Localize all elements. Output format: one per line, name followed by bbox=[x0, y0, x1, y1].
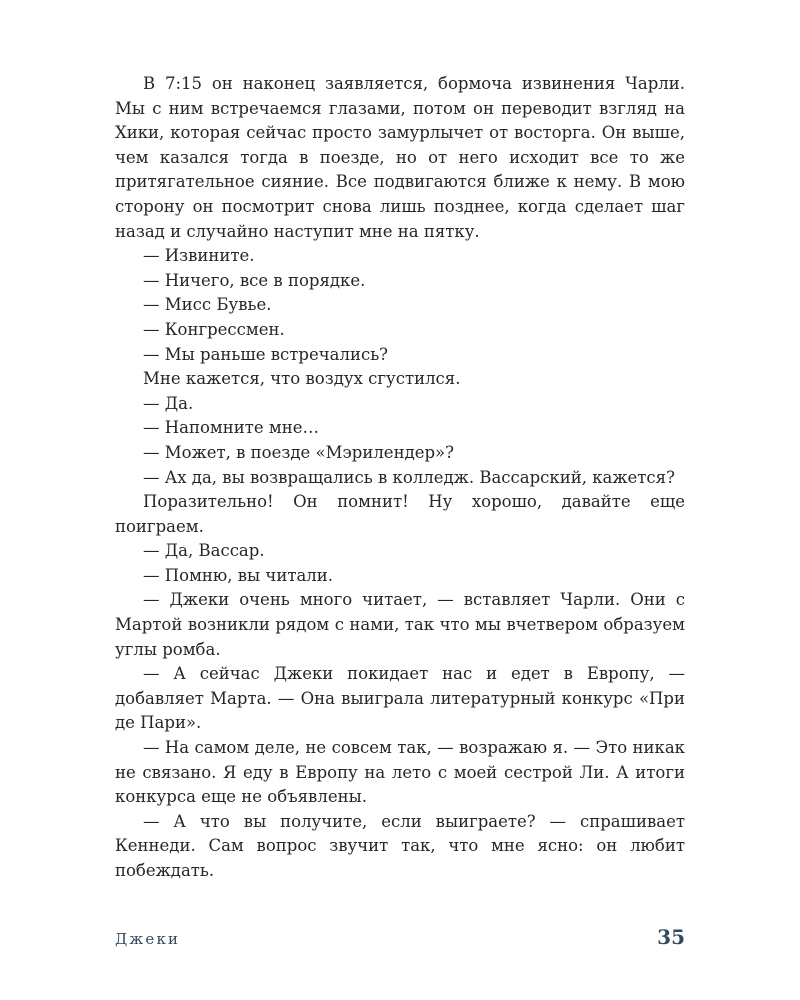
paragraph: — Мисс Бувье. bbox=[143, 295, 272, 315]
paragraph: — А что вы получите, если выиграете? — спрашивает Кеннеди. Сам вопрос звучит так, что мне ясно: он любит побеждать. bbox=[115, 811, 685, 880]
paragraph: — Конгрессмен. bbox=[143, 319, 285, 339]
paragraph: — Джеки очень много читает, — вставляет Чарли. Они с Мартой возникли рядом с нами, так что мы вчетвером образуем углы ромба. bbox=[115, 590, 685, 659]
page-number: 35 bbox=[657, 925, 685, 949]
paragraph: — Извините. bbox=[143, 246, 255, 266]
body-text bbox=[115, 72, 685, 884]
paragraph: — Напомните мне… bbox=[143, 418, 319, 438]
paragraph: — Да, Вассар. bbox=[143, 541, 265, 561]
paragraph: — Да. bbox=[143, 393, 194, 413]
paragraph: — Помню, вы читали. bbox=[143, 565, 334, 585]
paragraph: Поразительно! Он помнит! Ну хорошо, давайте еще поиграем. bbox=[115, 492, 685, 536]
paragraph: — Мы раньше встречались? bbox=[143, 344, 389, 364]
paragraph: В 7:15 он наконец заявляется, бормоча извинения Чарли. Мы с ним встречаемся глазами, потом он переводит взгляд на Хики, которая сейчас просто замурлычет от восторга. Он выше, чем казался тогда в поезде, но от него исходит все то же притягательное сияние. Все подвигаются ближе к нему. В мою сторону он посмотрит снова лишь позднее, когда сделает шаг назад и случайно наступит мне на пятку. bbox=[115, 74, 685, 241]
paragraph: Мне кажется, что воздух сгустился. bbox=[143, 369, 461, 389]
running-title: Джеки bbox=[115, 930, 181, 948]
paragraph: — Ничего, все в порядке. bbox=[143, 270, 366, 290]
paragraph: — На самом деле, не совсем так, — возражаю я. — Это никак не связано. Я еду в Европу на лето с моей сестрой Ли. А итоги конкурса еще не объявлены. bbox=[115, 738, 685, 807]
paragraph: — Может, в поезде «Мэрилендер»? bbox=[143, 442, 454, 462]
paragraph: — А сейчас Джеки покидает нас и едет в Европу, — добавляет Марта. — Она выиграла литературный конкурс «При де Пари». bbox=[115, 664, 685, 733]
paragraph: — Ах да, вы возвращались в колледж. Вассарский, кажется? bbox=[143, 467, 675, 487]
